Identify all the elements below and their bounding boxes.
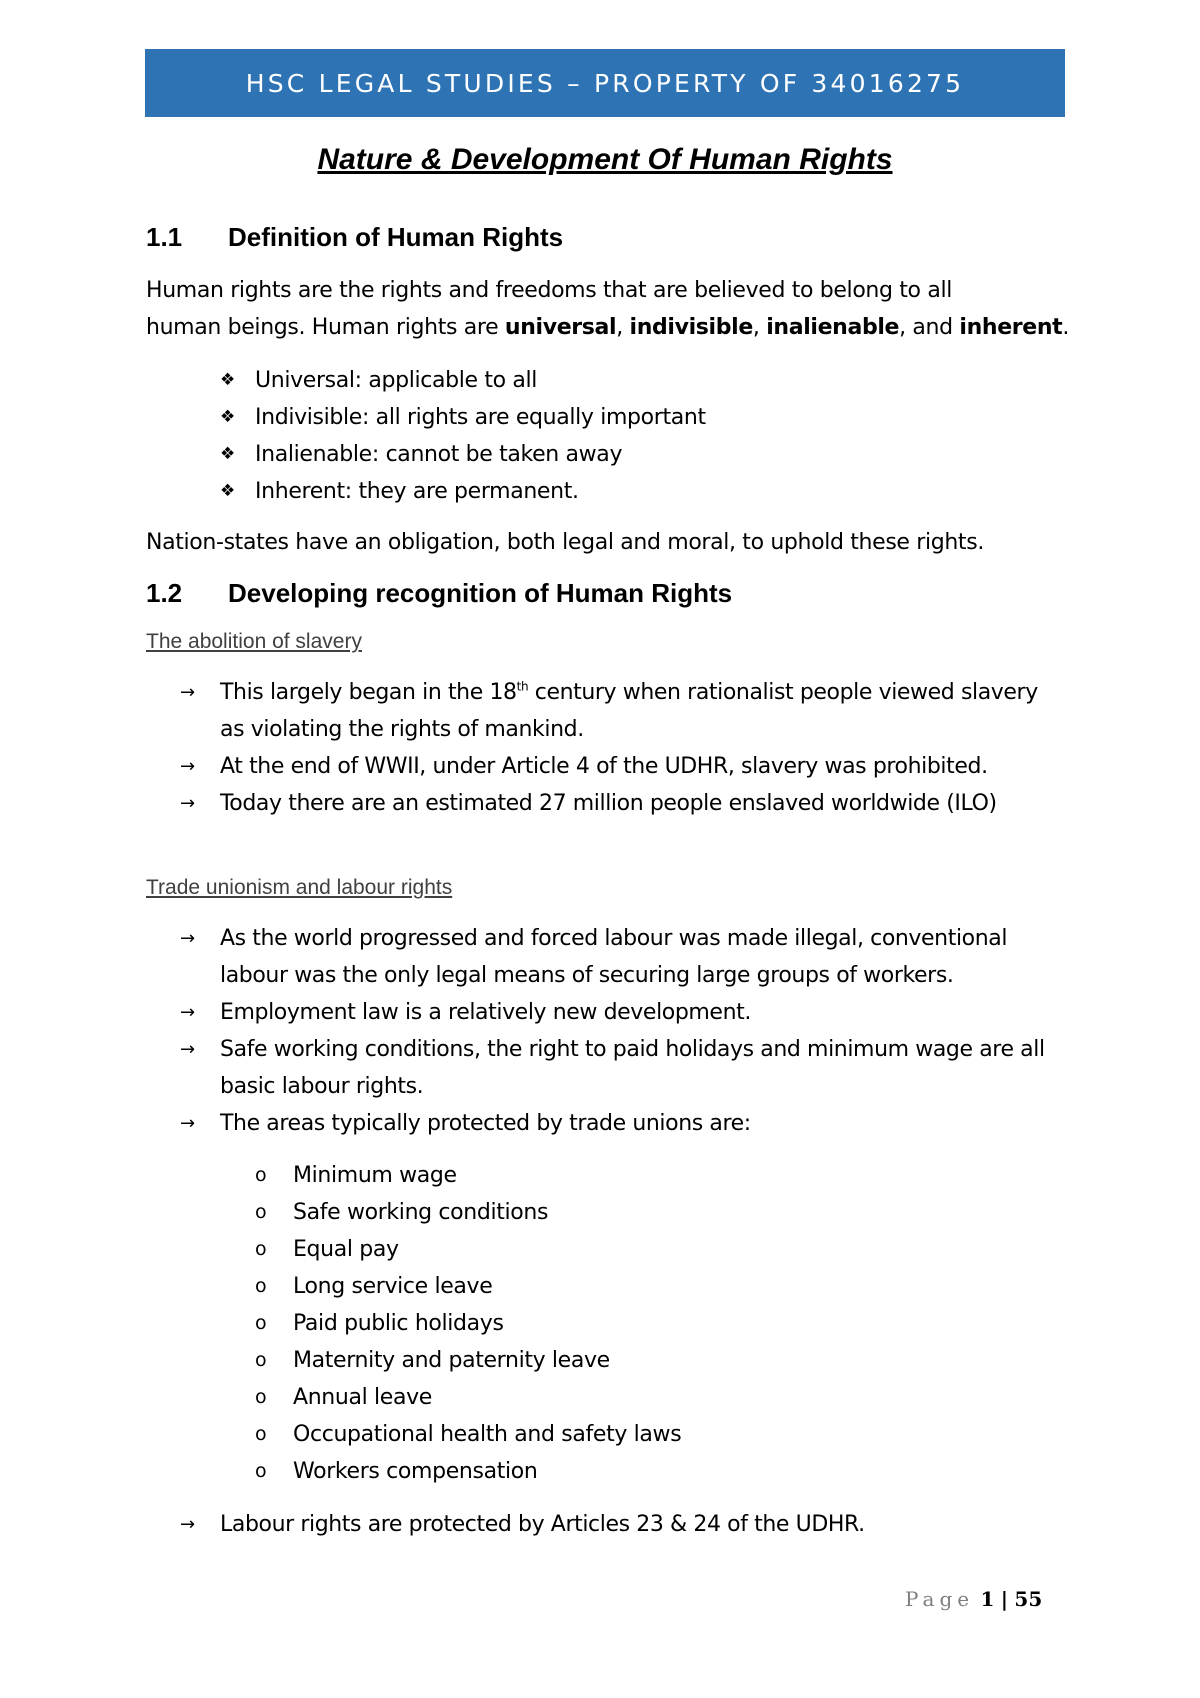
list-item [180,748,1060,785]
list-item-text: Safe working conditions, the right to paid holidays and minimum wage are all basic labour rights. [220,1037,1045,1099]
arrow-right-icon: → [180,756,195,777]
full-stop: . [1062,315,1069,340]
list-item-text: Maternity and paternity leave [293,1348,610,1373]
list-item [220,399,706,436]
list-item [255,1305,681,1342]
circle-bullet-icon: o [255,1312,267,1334]
page-separator: | [1000,1587,1009,1611]
list-item-text: Paid public holidays [293,1311,504,1336]
list-item [220,362,706,399]
header-text: HSC LEGAL STUDIES – PROPERTY OF 34016275 [245,68,965,98]
page-title: Nature & Development Of Human Rights [317,143,893,176]
definition-text: human beings. Human rights are [146,315,505,340]
circle-bullet-icon: o [255,1386,267,1408]
list-item [255,1231,681,1268]
subheading-slavery: The abolition of slavery [146,630,362,653]
definition-line-1: Human rights are the rights and freedoms that are believed to belong to all [146,278,952,303]
current-page: 1 [980,1587,995,1611]
ordinal-suffix: th [516,679,529,694]
list-item [180,1031,1060,1105]
list-item [220,436,706,473]
list-item [255,1453,681,1490]
list-item-text: This largely began in the 18 [220,680,517,705]
list-item-text: Workers compensation [293,1459,538,1484]
list-item [255,1379,681,1416]
list-item [180,1105,1060,1142]
list-item [180,920,1060,994]
arrow-right-icon: → [180,1113,195,1134]
list-item [255,1194,681,1231]
list-item-text: Today there are an estimated 27 million people enslaved worldwide (ILO) [220,791,997,816]
arrow-right-icon: → [180,1514,195,1535]
list-item-text: At the end of WWII, under Article 4 of the UDHR, slavery was prohibited. [220,754,988,779]
arrow-right-icon: → [180,682,195,703]
diamond-bullet-icon: ❖ [220,407,235,427]
list-item [180,674,1060,748]
list-item-text: Universal: applicable to all [255,368,538,393]
page-label: Page [905,1587,975,1611]
labour-rights-list [180,1506,1060,1543]
arrow-right-icon: → [180,1039,195,1060]
list-item-text: Employment law is a relatively new development. [220,1000,751,1025]
circle-bullet-icon: o [255,1238,267,1260]
section-heading-definition [146,222,563,253]
circle-bullet-icon: o [255,1201,267,1223]
arrow-right-icon: → [180,793,195,814]
separator: , [752,315,767,340]
list-item-text: Annual leave [293,1385,432,1410]
section-number: 1.2 [146,578,183,608]
protected-areas-list [255,1157,681,1490]
characteristics-list [220,362,706,510]
list-item-text: Minimum wage [293,1163,457,1188]
circle-bullet-icon: o [255,1275,267,1297]
list-item-text: Equal pay [293,1237,399,1262]
term-inalienable: inalienable [766,315,900,340]
obligation-paragraph: Nation-states have an obligation, both legal and moral, to uphold these rights. [146,530,984,555]
definition-line-2 [146,309,1076,346]
list-item-text: Labour rights are protected by Articles 23 & 24 of the UDHR. [220,1512,865,1537]
circle-bullet-icon: o [255,1349,267,1371]
definition-paragraph [146,272,1076,346]
list-item [180,994,1060,1031]
list-item-text: Long service leave [293,1274,493,1299]
diamond-bullet-icon: ❖ [220,444,235,464]
section-title: Developing recognition of Human Rights [228,578,733,608]
list-item [255,1157,681,1194]
list-item [180,1506,1060,1543]
list-item [255,1416,681,1453]
separator: , and [899,315,960,340]
list-item-text: As the world progressed and forced labour was made illegal, conventional labour was the only legal means of securing large groups of workers. [220,926,1008,988]
section-heading-recognition [146,578,732,609]
section-title: Definition of Human Rights [228,222,564,252]
list-item [220,473,706,510]
separator: , [616,315,630,340]
arrow-right-icon: → [180,1002,195,1023]
list-item-text: Occupational health and safety laws [293,1422,682,1447]
section-number: 1.1 [146,222,183,252]
circle-bullet-icon: o [255,1164,267,1186]
term-inherent: inherent [959,315,1063,340]
term-universal: universal [504,315,617,340]
subheading-labour: Trade unionism and labour rights [146,876,453,899]
diamond-bullet-icon: ❖ [220,370,235,390]
list-item [255,1342,681,1379]
list-item-text: The areas typically protected by trade unions are: [220,1111,751,1136]
list-item-text: Inherent: they are permanent. [255,479,579,504]
circle-bullet-icon: o [255,1460,267,1482]
list-item-text: century when rationalist people viewed slavery as violating the rights of mankind. [220,680,1038,742]
list-item [255,1268,681,1305]
circle-bullet-icon: o [255,1423,267,1445]
term-indivisible: indivisible [629,315,753,340]
page-footer [905,1587,1042,1611]
labour-list [180,920,1060,1142]
list-item [180,785,1060,822]
total-pages: 55 [1014,1587,1043,1611]
list-item-text: Indivisible: all rights are equally important [255,405,706,430]
slavery-list [180,674,1060,822]
list-item-text: Inalienable: cannot be taken away [255,442,623,467]
diamond-bullet-icon: ❖ [220,481,235,501]
arrow-right-icon: → [180,928,195,949]
list-item-text: Safe working conditions [293,1200,549,1225]
page-header [145,49,1065,117]
